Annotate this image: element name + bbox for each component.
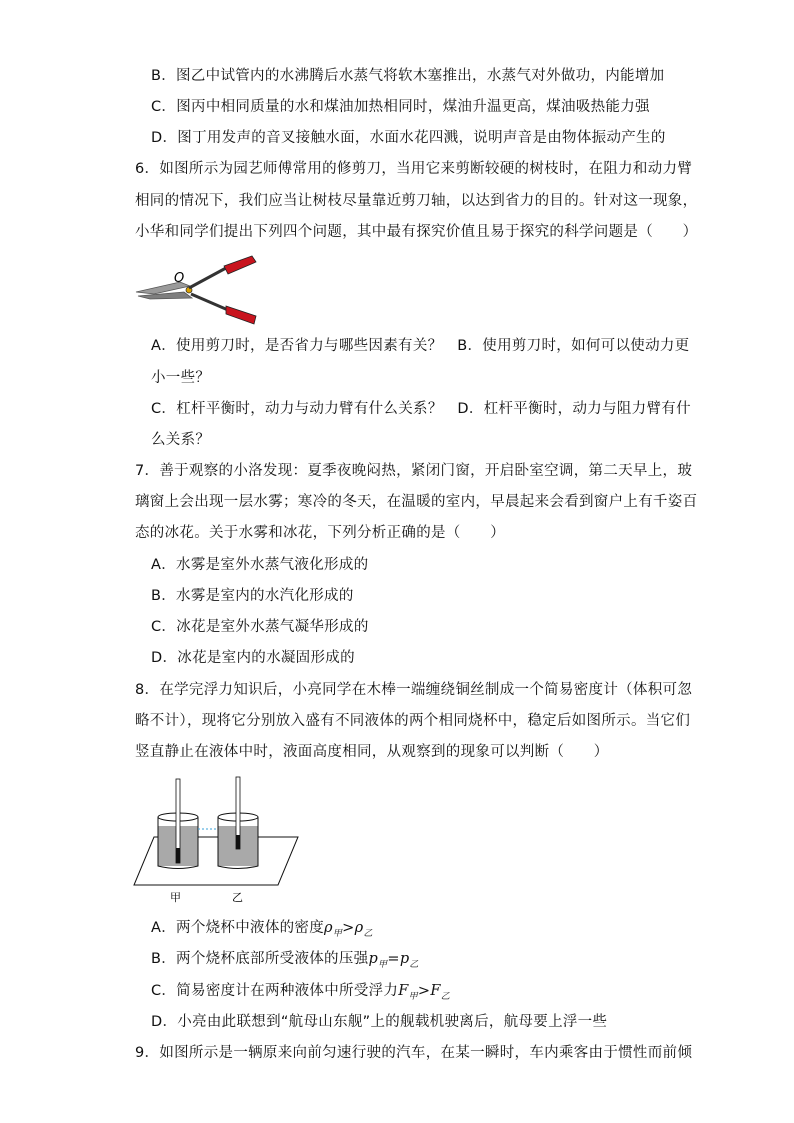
option-7a: A．水雾是室外水蒸气液化形成的 (151, 557, 369, 573)
option-8c-text: C．简易密度计在两种液体中所受浮力 (151, 983, 399, 999)
question-6-line1: 6．如图所示为园艺师傅常用的修剪刀，当用它来剪断较硬的树枝时，在阻力和动力臂 (135, 161, 693, 177)
pruning-shears-figure (134, 252, 260, 328)
label-jia: 甲 (170, 891, 181, 904)
f-yi: $F_乙$ (430, 983, 451, 1002)
meter-jia-weight (176, 848, 180, 863)
f-jia: $F_甲$ (398, 983, 418, 1002)
option-5b: B．图乙中试管内的水沸腾后水蒸气将软木塞推出，水蒸气对外做功，内能增加 (151, 68, 665, 84)
question-8-line1: 8．在学完浮力知识后，小亮同学在木棒一端缠绕铜丝制成一个简易密度计（体积可忽 (135, 682, 693, 698)
option-8b (151, 949, 419, 971)
option-5c: C．图丙中相同质量的水和煤油加热相同时，煤油升温更高，煤油吸热能力强 (151, 99, 650, 115)
option-6c-6d: C．杠杆平衡时，动力与动力臂有什么关系？ D．杠杆平衡时，动力与阻力臂有什 (151, 401, 691, 417)
option-8c (151, 981, 450, 1003)
option-8d: D．小亮由此联想到“航母山东舰”上的舰载机驶离后，航母要上浮一些 (151, 1014, 608, 1030)
question-7-line1: 7．善于观察的小洛发现：夏季夜晚闷热，紧闭门窗，开启卧室空调，第二天早上，玻 (135, 463, 693, 479)
question-9-line1: 9．如图所示是一辆原来向前匀速行驶的汽车，在某一瞬时，车内乘客由于惯性而前倾 (135, 1045, 693, 1061)
question-6-line3: 小华和同学们提出下列四个问题，其中最有探究价值且易于探究的科学问题是（ ） (135, 224, 698, 240)
gt-sign: > (417, 983, 431, 999)
question-8-line2: 略不计），现将它分别放入盛有不同液体的两个相同烧杯中，稳定后如图所示。当它们 (135, 713, 691, 729)
pivot-label-o: O (174, 271, 185, 286)
option-6d-cont: 么关系？ (151, 432, 211, 448)
question-6-line2: 相同的情况下，我们应当让树枝尽量靠近剪刀轴，以达到省力的目的。针对这一现象， (135, 193, 698, 209)
upper-grip (224, 256, 256, 274)
lower-grip (226, 306, 256, 324)
eq-sign: = (387, 951, 400, 967)
question-7-line3: 态的冰花。关于水雾和冰花，下列分析正确的是（ ） (135, 525, 505, 541)
option-6a-6b: A．使用剪刀时，是否省力与哪些因素有关？ B．使用剪刀时，如何可以使动力更 (151, 338, 690, 354)
option-7d: D．冰花是室内的水凝固形成的 (151, 650, 355, 666)
p-yi: $p_乙$ (399, 951, 419, 970)
option-7b: B．水雾是室内的水汽化形成的 (151, 588, 354, 604)
option-8b-text: B．两个烧杯底部所受液体的压强 (151, 951, 369, 967)
gt-sign: > (342, 920, 355, 936)
question-8-line3: 竖直静止在液体中时，液面高度相同，从观察到的现象可以判断（ ） (135, 744, 609, 760)
option-5d: D．图丁用发声的音叉接触水面，水面水花四溅，说明声音是由物体振动产生的 (151, 130, 666, 146)
density-meter-beakers-figure (132, 775, 300, 907)
option-7c: C．冰花是室外水蒸气凝华形成的 (151, 619, 369, 635)
rho-jia: $\rho_甲$ (324, 920, 343, 939)
option-8a (151, 918, 373, 940)
option-6b-cont: 小一些？ (151, 370, 211, 386)
meter-yi-weight (236, 835, 240, 849)
question-7-line2: 璃窗上会出现一层水雾；寒冷的冬天，在温暖的室内，早晨起来会看到窗户上有千姿百 (135, 494, 698, 510)
label-yi: 乙 (232, 891, 243, 904)
lower-shaft (191, 294, 228, 310)
p-jia: $p_甲$ (368, 951, 388, 970)
rho-yi: $\rho_乙$ (354, 920, 373, 939)
option-8a-text: A．两个烧杯中液体的密度 (151, 920, 325, 936)
upper-shaft (189, 268, 226, 288)
